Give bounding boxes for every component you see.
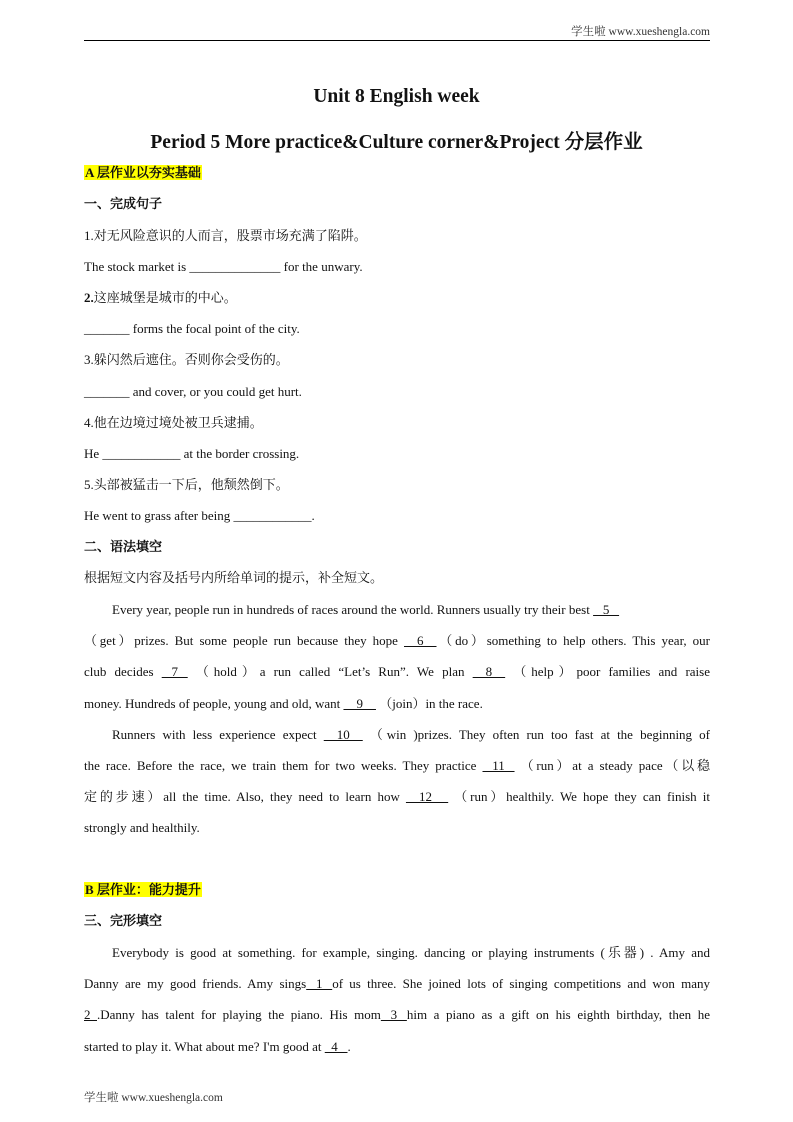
cloze-blank-3: 3 (380, 1007, 407, 1022)
cloze-text: .Danny has talent for playing the piano. His mom (97, 1007, 381, 1022)
answer-blank-5: 5 (593, 602, 620, 617)
question-4-english: He ____________ at the border crossing. (84, 446, 300, 461)
question-3-chinese: 3.躲闪然后遮住。否则你会受伤的。 (84, 352, 289, 367)
passage-text: the race. Before the race, we train them for two weeks. They practice (84, 758, 483, 773)
passage-line-8: strongly and healthily. (84, 820, 200, 835)
question-2-text: 这座城堡是城市的中心。 (93, 290, 237, 305)
question-4-chinese: 4.他在边境过境处被卫兵逮捕。 (84, 415, 263, 430)
cloze-line-1 (84, 944, 710, 962)
passage-text: 定的步速）all the time. Also, they need to learn how (84, 789, 406, 804)
question-1-chinese: 1.对无风险意识的人而言，股票市场充满了陷阱。 (84, 228, 367, 243)
passage-line-6 (84, 757, 710, 775)
section-b-tag-row (84, 881, 710, 899)
passage-text: club decides (84, 664, 162, 679)
part1-heading: 一、完成句子 (84, 196, 163, 211)
passage-text: （run）healthily. We hope they can finish it (448, 789, 710, 804)
part3-heading: 三、完形填空 (84, 913, 163, 928)
answer-blank-7: 7 (161, 664, 188, 679)
cloze-line-2 (84, 975, 710, 993)
question-5-english: He went to grass after being ____________. (84, 508, 315, 523)
answer-blank-10: 10 (323, 727, 363, 742)
cloze-text: Everybody is good at something. for example, singing. dancing or playing instruments (乐器) . Amy and (112, 945, 710, 960)
section-a-tag-row (84, 164, 710, 182)
question-3-english: _______ and cover, or you could get hurt. (84, 384, 302, 399)
cloze-text: . (347, 1039, 351, 1054)
part2-instruction: 根据短文内容及括号内所给单词的提示，补全短文。 (84, 570, 384, 585)
cloze-text: started to play it. What about me? I'm good at (84, 1039, 325, 1054)
unit-title: Unit 8 English week (313, 86, 480, 107)
passage-text: （hold）a run called “Let’s Run”. We plan (187, 664, 473, 679)
passage-text: （run）at a steady pace（以稳 (514, 758, 710, 773)
page-header (84, 22, 710, 41)
answer-blank-9: 9 (343, 696, 376, 711)
passage-line-2 (84, 632, 710, 650)
question-2-chinese (84, 289, 710, 307)
header-site-text: 学生啦 www.xueshengla.com (571, 26, 710, 38)
part2-heading: 二、语法填空 (84, 539, 163, 554)
passage-line-1 (84, 601, 710, 619)
section-b-tag: B 层作业：能力提升 (85, 882, 201, 897)
cloze-text: of us three. She joined lots of singing competitions and won many (332, 976, 710, 991)
cloze-blank-1: 1 (306, 976, 333, 991)
period-title: Period 5 More practice&Culture corner&Project 分层作业 (150, 132, 643, 153)
section-a-tag: A 层作业以夯实基础 (85, 165, 201, 180)
cloze-text: him a piano as a gift on his eighth birthday, then he (406, 1007, 711, 1022)
answer-blank-8: 8 (472, 664, 506, 679)
question-1-english: The stock market is ______________ for the unwary. (84, 259, 363, 274)
passage-text: （get）prizes. But some people run because they hope (84, 633, 404, 648)
passage-line-5 (84, 726, 710, 744)
passage-line-4 (84, 695, 710, 713)
passage-text: Every year, people run in hundreds of races around the world. Runners usually try their best (112, 602, 594, 617)
passage-text: （help）poor families and raise (505, 664, 710, 679)
cloze-line-3 (84, 1006, 710, 1024)
cloze-blank-4: 4 (324, 1039, 348, 1054)
page-footer: 学生啦 www.xueshengla.com (84, 1092, 223, 1104)
passage-text: Runners with less experience expect (112, 727, 324, 742)
cloze-blank-2: 2 (84, 1007, 97, 1022)
answer-blank-11: 11 (482, 758, 515, 773)
passage-text: （do）something to help others. This year, our (436, 633, 711, 648)
question-2-number: 2. (84, 290, 94, 305)
question-2-english: _______ forms the focal point of the city. (84, 321, 300, 336)
answer-blank-12: 12 (405, 789, 449, 804)
passage-text: （join）in the race. (375, 696, 483, 711)
passage-text: money. Hundreds of people, young and old, want (84, 696, 344, 711)
passage-line-7 (84, 788, 710, 806)
question-5-chinese: 5.头部被猛击一下后，他颓然倒下。 (84, 477, 289, 492)
answer-blank-6: 6 (404, 633, 437, 648)
passage-line-3 (84, 663, 710, 681)
passage-text: （win )prizes. They often run too fast at the beginning of (362, 727, 711, 742)
cloze-text: Danny are my good friends. Amy sings (84, 976, 307, 991)
cloze-line-4 (84, 1038, 710, 1056)
